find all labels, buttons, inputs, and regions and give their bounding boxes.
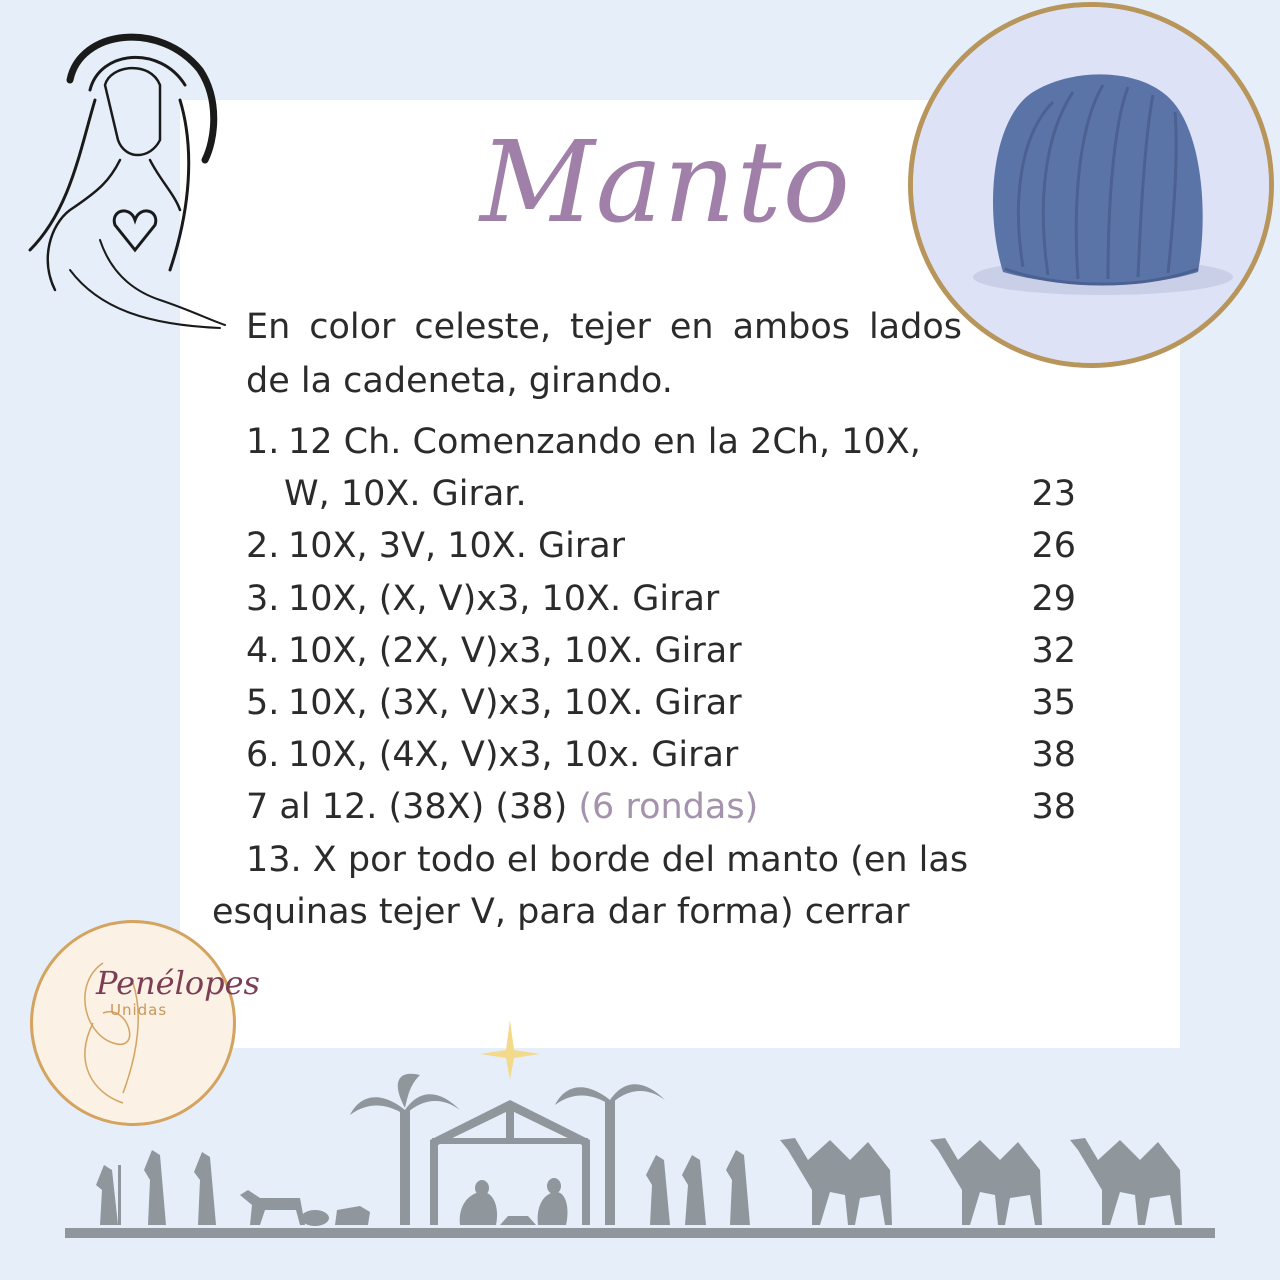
- stitch-count: 23: [1031, 474, 1076, 515]
- step-text: 10X, 3V, 10X. Girar: [288, 526, 626, 567]
- pattern-steps: [246, 416, 1086, 834]
- step-row: [246, 573, 1086, 625]
- crochet-mantle-photo: [908, 2, 1274, 368]
- stitch-count: 38: [1031, 735, 1076, 776]
- step-text: W, 10X. Girar.: [284, 474, 527, 515]
- final-step: [212, 834, 992, 938]
- star-icon: [480, 1020, 540, 1080]
- step-number: 6.: [246, 735, 280, 776]
- logo-name: Penélopes: [96, 964, 260, 1002]
- nativity-silhouette: [60, 1020, 1220, 1260]
- stitch-count: 32: [1031, 630, 1076, 671]
- final-step-line-2: esquinas tejer V, para dar forma) cerrar: [212, 892, 910, 932]
- final-step-line-1: 13. X por todo el borde del manto (en las: [246, 840, 969, 880]
- stitch-count: 26: [1031, 526, 1076, 567]
- step-text: 7 al 12. (38X) (38): [246, 787, 579, 828]
- step-text: 10X, (X, V)x3, 10X. Girar: [288, 578, 720, 619]
- step-row: [246, 677, 1086, 729]
- step-note: (6 rondas): [578, 787, 759, 828]
- step-text: 10X, (3X, V)x3, 10X. Girar: [288, 683, 742, 724]
- step-text: 10X, (4X, V)x3, 10x. Girar: [288, 735, 739, 776]
- step-row: [246, 468, 1086, 520]
- step-number: 5.: [246, 683, 280, 724]
- step-number: 4.: [246, 630, 280, 671]
- logo-subtitle: Unidas: [110, 1001, 168, 1019]
- step-row: [246, 781, 1086, 833]
- step-text: 10X, (2X, V)x3, 10X. Girar: [288, 630, 742, 671]
- stitch-count: 38: [1031, 787, 1076, 828]
- step-number: 1.: [246, 422, 280, 462]
- stitch-count: 35: [1031, 683, 1076, 724]
- step-text: 12 Ch. Comenzando en la 2Ch, 10X,: [288, 422, 921, 462]
- intro-text: En color celeste, tejer en ambos lados de la cadeneta, girando.: [246, 307, 962, 401]
- page-title: Manto: [480, 118, 852, 248]
- stitch-count: 29: [1031, 578, 1076, 619]
- step-row: [246, 520, 1086, 572]
- step-number: 2.: [246, 526, 280, 567]
- step-row: [246, 625, 1086, 677]
- step-row: [246, 729, 1086, 781]
- step-row: [246, 416, 1086, 468]
- virgin-mary-illustration: [10, 10, 240, 340]
- step-number: 3.: [246, 578, 280, 619]
